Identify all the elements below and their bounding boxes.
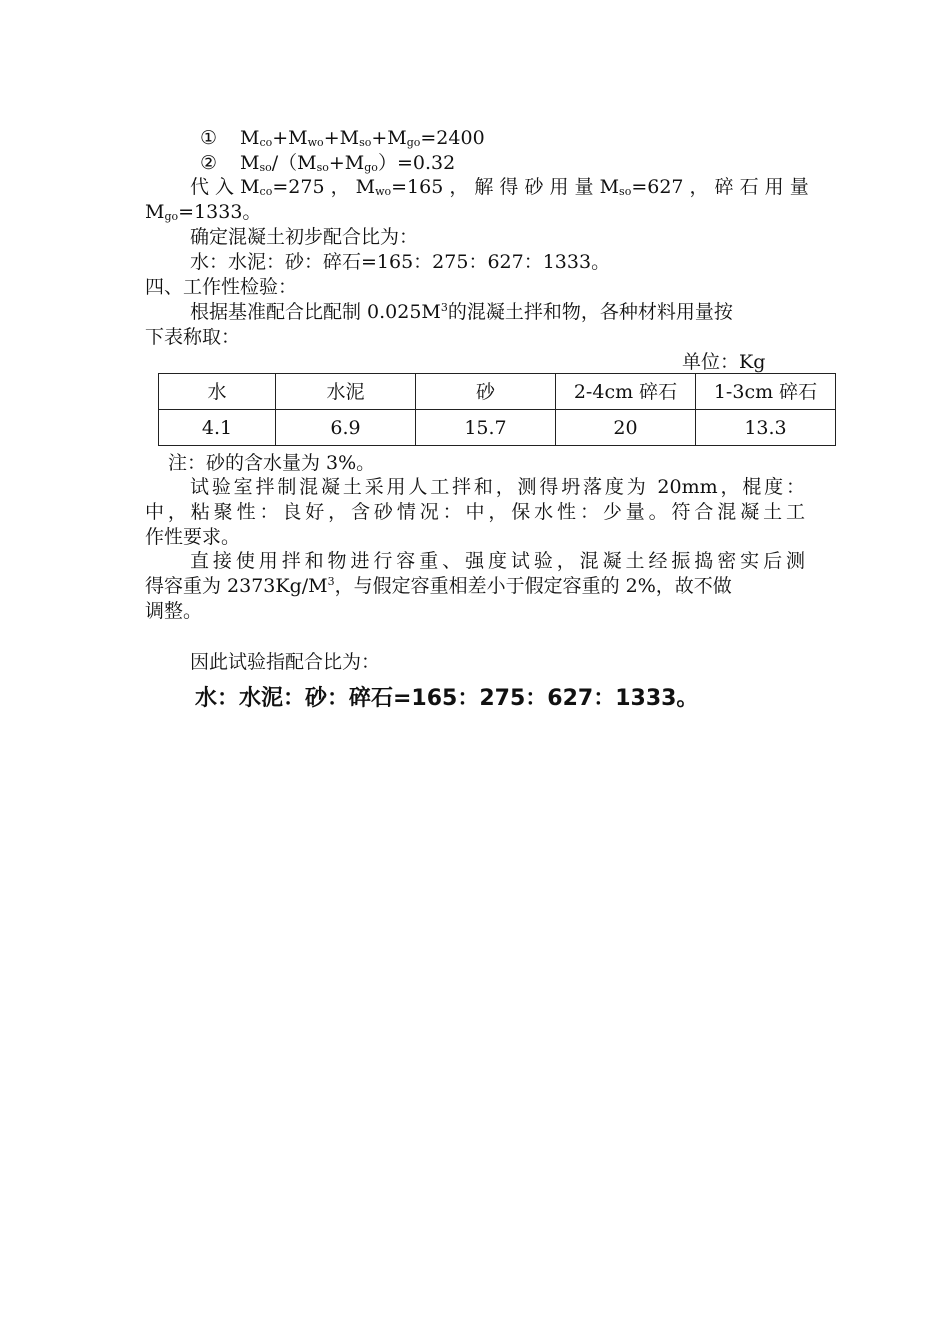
materials-table	[158, 373, 836, 446]
prep-text-line-2: 下表称取：	[145, 326, 241, 348]
table-header-cell: 水	[159, 374, 276, 410]
initial-ratio-heading: 确定混凝土初步配合比为：	[190, 226, 419, 248]
final-mix-ratio: 水：水泥：砂：碎石=165：275：627：1333。	[195, 686, 699, 711]
equation-2-marker: ②	[200, 152, 218, 174]
density-text-line-2: 得容重为 $2373Kg/M^3$，与假定容重相差小于假定容重的 2%，故不做	[145, 575, 732, 597]
table-header-cell: 水泥	[276, 374, 416, 410]
trial-text-line-1: 试验室拌制混凝土采用人工拌和，测得坍落度为 20mm，棍度：	[190, 476, 805, 498]
table-header-cell: 砂	[416, 374, 556, 410]
table-header-cell: 2-4cm 碎石	[556, 374, 696, 410]
trial-text-line-3: 作性要求。	[145, 526, 241, 548]
table-cell: 4.1	[159, 410, 276, 446]
unit-label: 单位：Kg	[682, 351, 766, 373]
conclusion-heading: 因此试验指配合比为：	[190, 651, 381, 673]
substitution-line-1: 代 入 $M_{co}=275$ ， $M_{wo}=165$ ， 解 得 砂 用 量 $M_{so}=627$ ， 碎 石 用 量	[190, 176, 809, 198]
density-text-line-3: 调整。	[145, 600, 203, 622]
equation-2: ② $M_{so}/(M_{so}+M_{go})=0.32$	[200, 152, 456, 174]
equation-1-marker: ①	[200, 127, 218, 149]
trial-text-line-2: 中，粘聚性：良好，含砂情况：中，保水性：少量。符合混凝土工	[145, 501, 805, 523]
table-header-cell: 1-3cm 碎石	[696, 374, 836, 410]
table-cell: 20	[556, 410, 696, 446]
density-text-line-1: 直接使用拌和物进行容重、强度试验，混凝土经振捣密实后测	[190, 550, 805, 572]
prep-text-line-1: 根据基准配合比配制 $0.025M^3$的混凝土拌和物，各种材料用量按	[190, 301, 733, 323]
sand-moisture-note: 注：砂的含水量为 3%。	[168, 452, 376, 474]
table-cell: 13.3	[696, 410, 836, 446]
table-cell: 15.7	[416, 410, 556, 446]
table-row	[159, 410, 836, 446]
section-four-heading: 四、工作性检验：	[145, 276, 298, 298]
table-header-row	[159, 374, 836, 410]
substitution-line-2: $M_{go}=1333$。	[145, 201, 262, 223]
initial-ratio: 水：水泥：砂：碎石=165：275：627：1333。	[190, 251, 611, 273]
equation-1: ① $M_{co}+M_{wo}+M_{so}+M_{go}=2400$	[200, 127, 485, 149]
table-cell: 6.9	[276, 410, 416, 446]
